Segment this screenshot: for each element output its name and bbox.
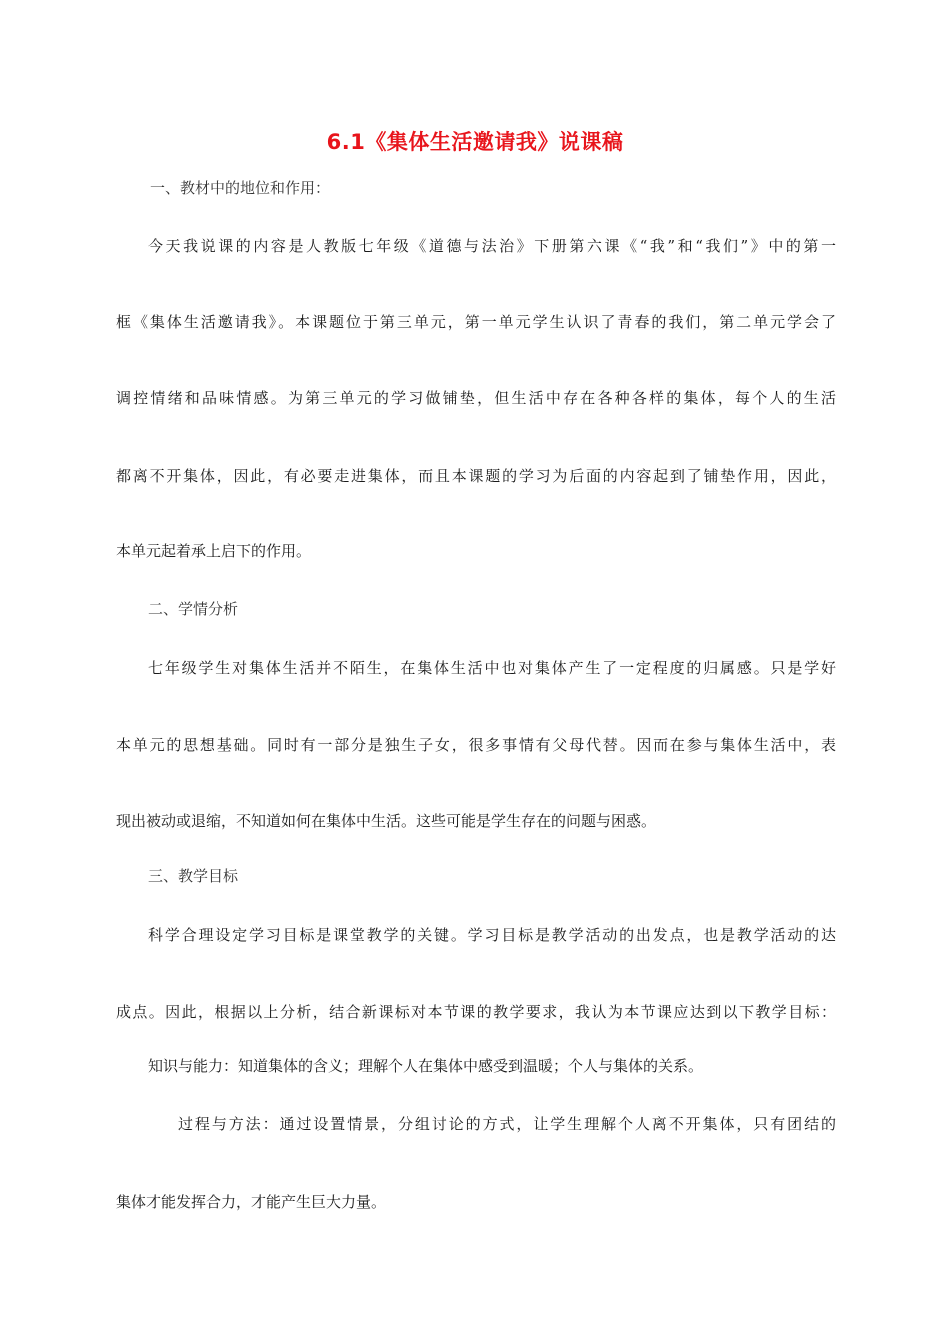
- paragraph-line: 今天我说课的内容是人教版七年级《道德与法治》下册第六课《“我”和“我们”》中的第一: [148, 237, 836, 255]
- paragraph-line: 现出被动或退缩，不知道如何在集体中生活。这些可能是学生存在的问题与困惑。: [116, 812, 657, 830]
- process-objective-line: 过程与方法：通过设置情景，分组讨论的方式，让学生理解个人离不开集体，只有团结的: [178, 1115, 836, 1133]
- paragraph-line: 七年级学生对集体生活并不陌生，在集体生活中也对集体产生了一定程度的归属感。只是学好: [148, 659, 836, 677]
- knowledge-objective: 知识与能力：知道集体的含义；理解个人在集体中感受到温暖；个人与集体的关系。: [148, 1057, 704, 1075]
- paragraph-line: 成点。因此，根据以上分析，结合新课标对本节课的教学要求，我认为本节课应达到以下教学目标：: [116, 1003, 836, 1021]
- paragraph-line: 本单元起着承上启下的作用。: [116, 542, 312, 560]
- section-heading-2: 二、学情分析: [148, 600, 239, 618]
- document-title: 6.1《集体生活邀请我》说课稿: [326, 130, 624, 154]
- section-heading-1: 一、教材中的地位和作用：: [150, 179, 331, 197]
- paragraph-line: 本单元的思想基础。同时有一部分是独生子女，很多事情有父母代替。因而在参与集体生活中，表: [116, 736, 836, 754]
- paragraph-line: 调控情绪和品味情感。为第三单元的学习做铺垫，但生活中存在各种各样的集体，每个人的生活: [116, 389, 836, 407]
- section-heading-3: 三、教学目标: [148, 867, 239, 885]
- paragraph-line: 科学合理设定学习目标是课堂教学的关键。学习目标是教学活动的出发点，也是教学活动的达: [148, 926, 836, 944]
- paragraph-line: 都离不开集体，因此，有必要走进集体，而且本课题的学习为后面的内容起到了铺垫作用，因此，: [116, 467, 836, 485]
- process-objective-line: 集体才能发挥合力，才能产生巨大力量。: [116, 1193, 387, 1211]
- paragraph-line: 框《集体生活邀请我》。本课题位于第三单元，第一单元学生认识了青春的我们，第二单元学会了: [116, 313, 836, 331]
